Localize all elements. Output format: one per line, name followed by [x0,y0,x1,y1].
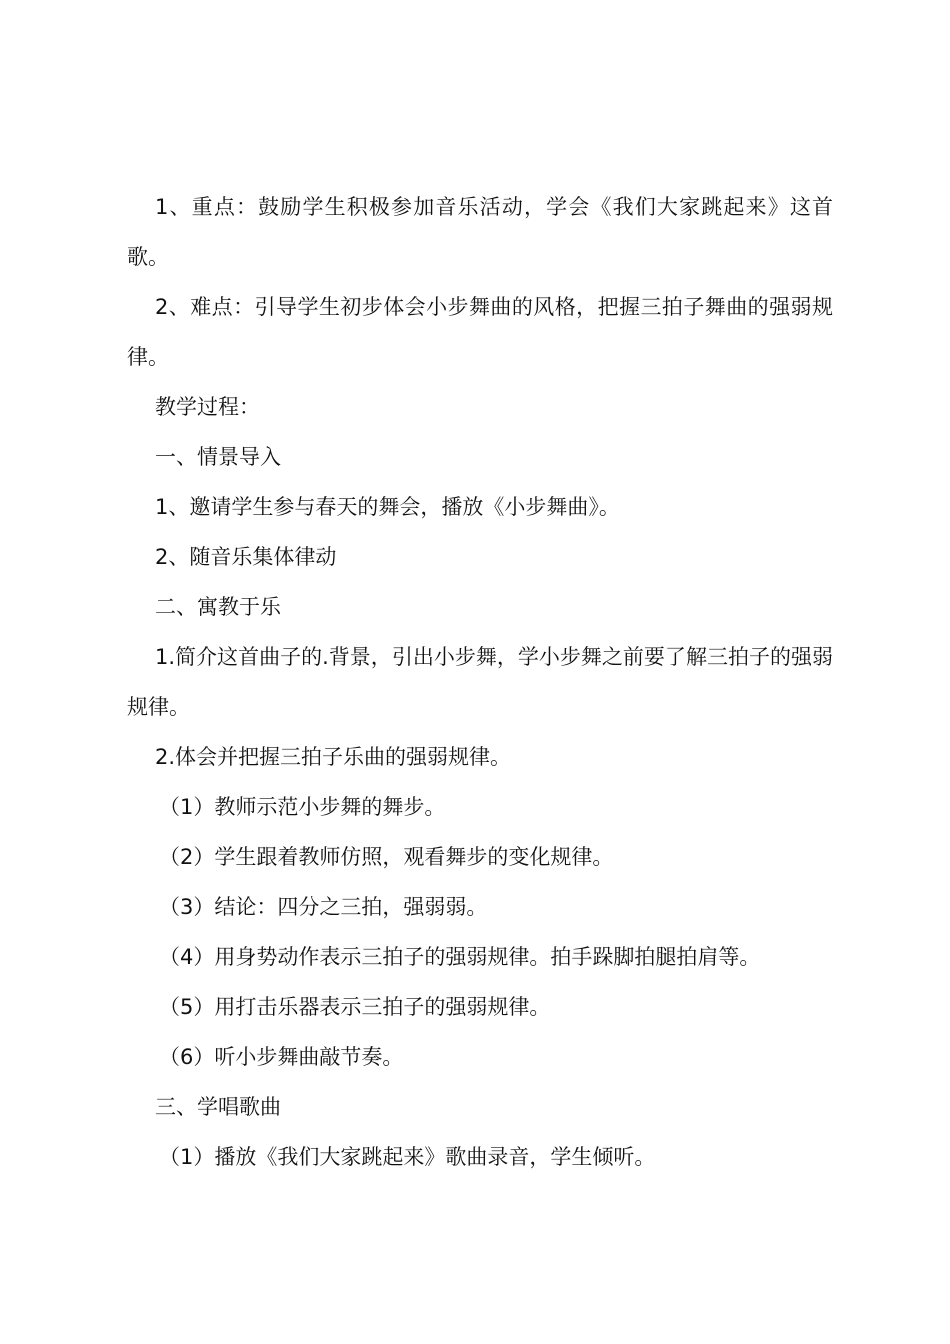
sub-item: （6）听小步舞曲敲节奏。 [159,1045,404,1069]
list-item: 1、邀请学生参与春天的舞会，播放《小步舞曲》。 [155,495,620,519]
key-point-paragraph: 1、重点：鼓励学生积极参加音乐活动，学会《我们大家跳起来》这首歌。 [127,195,833,269]
section-heading-2: 二、寓教于乐 [155,595,281,619]
list-item: 2.体会并把握三拍子乐曲的强弱规律。 [155,745,512,769]
teaching-process-heading: 教学过程： [155,395,260,419]
list-item: 2、随音乐集体律动 [155,545,337,569]
sub-item: （2）学生跟着教师仿照，观看舞步的变化规律。 [159,845,614,869]
sub-item: （1）播放《我们大家跳起来》歌曲录音，学生倾听。 [159,1145,656,1169]
list-item: 1.简介这首曲子的.背景，引出小步舞，学小步舞之前要了解三拍子的强弱规律。 [127,645,833,719]
section-heading-1: 一、情景导入 [155,445,281,469]
document-body [127,182,833,1182]
section-heading-3: 三、学唱歌曲 [155,1095,281,1119]
sub-item: （1）教师示范小步舞的舞步。 [159,795,446,819]
sub-item: （3）结论：四分之三拍，强弱弱。 [159,895,488,919]
sub-item: （5）用打击乐器表示三拍子的强弱规律。 [159,995,551,1019]
sub-item: （4）用身势动作表示三拍子的强弱规律。拍手跺脚拍腿拍肩等。 [159,945,761,969]
difficulty-paragraph: 2、难点：引导学生初步体会小步舞曲的风格，把握三拍子舞曲的强弱规律。 [127,295,833,369]
